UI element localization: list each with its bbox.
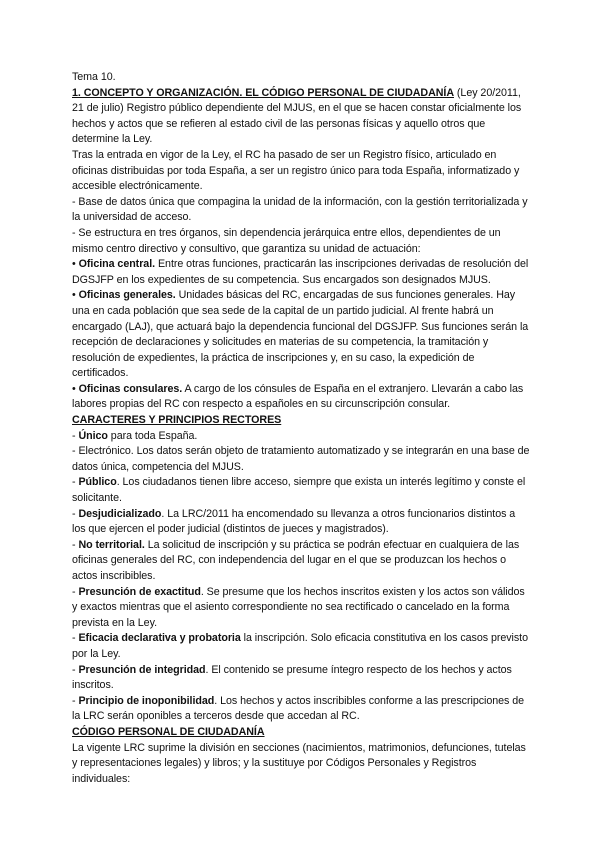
caracter-item: - Presunción de exactitud. Se presume que los hechos inscritos existen y los actos son válidos y exactos mientras que el asiento correspondiente no sea rectificado o cancelado en la forma prevista en la Ley. xyxy=(72,585,525,629)
tema-label: Tema 10. xyxy=(72,71,116,83)
caracteres-heading: CARACTERES Y PRINCIPIOS RECTORES xyxy=(72,414,282,427)
caracter-item: - Eficacia declarativa y probatoria la inscripción. Solo eficacia constitutiva en los casos previsto por la Ley. xyxy=(72,632,528,660)
caracter-item: - Electrónico. Los datos serán objeto de tratamiento automatizado y se integrarán en una base de datos única, competencia del MJUS. xyxy=(72,445,530,473)
bullet-oficina-central: • Oficina central. Entre otras funciones, practicarán las inscripciones derivadas de resolución del DGSJFP en los expedientes de su competencia. Sus encargados son designados MJUS. xyxy=(72,258,529,286)
codigo-heading: CÓDIGO PERSONAL DE CIUDADANÍA xyxy=(72,725,265,738)
caracter-item: - Único para toda España. xyxy=(72,429,198,442)
oficinas-consulares-label: Oficinas consulares. xyxy=(78,382,183,395)
caracter-item: - No territorial. La solicitud de inscripción y su práctica se podrán efectuar en cualquiera de las oficinas generales del RC, con independencia del lugar en el que se produzcan los hechos o actos inscribibles. xyxy=(72,538,520,582)
caracter-item: - Principio de inoponibilidad. Los hechos y actos inscribibles conforme a las prescripciones de la LRC serán oponibles a terceros desde que accedan al RC. xyxy=(72,694,525,723)
oficina-central-label: Oficina central. xyxy=(78,258,156,271)
caracter-item: - Desjudicializado. La LRC/2011 ha encomendado su llevanza a otros funcionarios distintos a los que ejercen el poder judicial (distintos de jueces y magistrados). xyxy=(72,507,516,536)
caracter-item: - Presunción de integridad. El contenido se presume íntegro respecto de los hechos y actos inscritos. xyxy=(72,663,512,692)
section-1-paragraph xyxy=(72,86,530,148)
section-1-heading: 1. CONCEPTO Y ORGANIZACIÓN. EL CÓDIGO PERSONAL DE CIUDADANÍA xyxy=(72,86,454,99)
bullet-oficinas-generales: • Oficinas generales. Unidades básicas del RC, encargadas de sus funciones generales. Hay una en cada población que sea sede de la capital de un partido judicial. Al frente habrá un encargado (LAJ), que actuará bajo la dependencia funcional del DGSJFP. Sus funciones serán la recepción de declaraciones y solicitudes en materias de su competencia, la tramitación y resolución de expedientes, la práctica de inscripciones y, en su caso, la expedición de certificados. xyxy=(72,289,529,380)
oficinas-consulares-text: A cargo de los cónsules de España en el extranjero. Llevarán a cabo las labores propias del RC con respecto a españoles en su circunscripción consular. xyxy=(72,382,524,411)
oficinas-generales-label: Oficinas generales. xyxy=(78,289,176,302)
paragraph-entrada-vigor: Tras la entrada en vigor de la Ley, el RC ha pasado de ser un Registro físico, articulado en oficinas distribuidas por toda España, a ser un registro único para toda España, informatizado y accesible electrónicamente. xyxy=(72,148,520,193)
oficina-central-text: Entre otras funciones, practicarán las inscripciones derivadas de resolución del DGSJFP en los expedientes de su competencia. Sus encargados son designados MJUS. xyxy=(72,258,529,286)
document-page xyxy=(72,70,530,787)
bullet-oficinas-consulares: • Oficinas consulares. A cargo de los cónsules de España en el extranjero. Llevarán a cabo las labores propias del RC con respecto a españoles en su circunscripción consular. xyxy=(72,382,524,411)
caracter-item: - Público. Los ciudadanos tienen libre acceso, siempre que exista un interés legítimo y conste el solicitante. xyxy=(72,476,526,505)
paragraph-estructura: - Se estructura en tres órganos, sin dependencia jerárquica entre ellos, dependientes de un mismo centro directivo y consultivo, que garantiza su unidad de actuación: xyxy=(72,226,501,255)
section-1-intro: (Ley 20/2011, 21 de julio) Registro público dependiente del MJUS, en el que se hacen constar oficialmente los hechos y actos que se refieren al estado civil de las personas físicas y aquello otros que determine la Ley. xyxy=(72,86,522,146)
paragraph-base-datos: - Base de datos única que compagina la unidad de la información, con la gestión territorializada y la universidad de acceso. xyxy=(72,195,528,224)
oficinas-generales-text: Unidades básicas del RC, encargadas de sus funciones generales. Hay una en cada población que sea sede de la capital de un partido judicial. Al frente habrá un encargado (LAJ), que actuará bajo la dependencia funcional del DGSJFP. Sus funciones serán la recepción de declaraciones y solicitudes en materias de su competencia, la tramitación y resolución de expedientes, la práctica de inscripciones y, en su caso, la expedición de certificados. xyxy=(72,289,529,380)
codigo-paragraph: La vigente LRC suprime la división en secciones (nacimientos, matrimonios, defunciones, tutelas y representaciones legales) y libros; y la sustituye por Códigos Personales y Registros individuales: xyxy=(72,741,526,785)
